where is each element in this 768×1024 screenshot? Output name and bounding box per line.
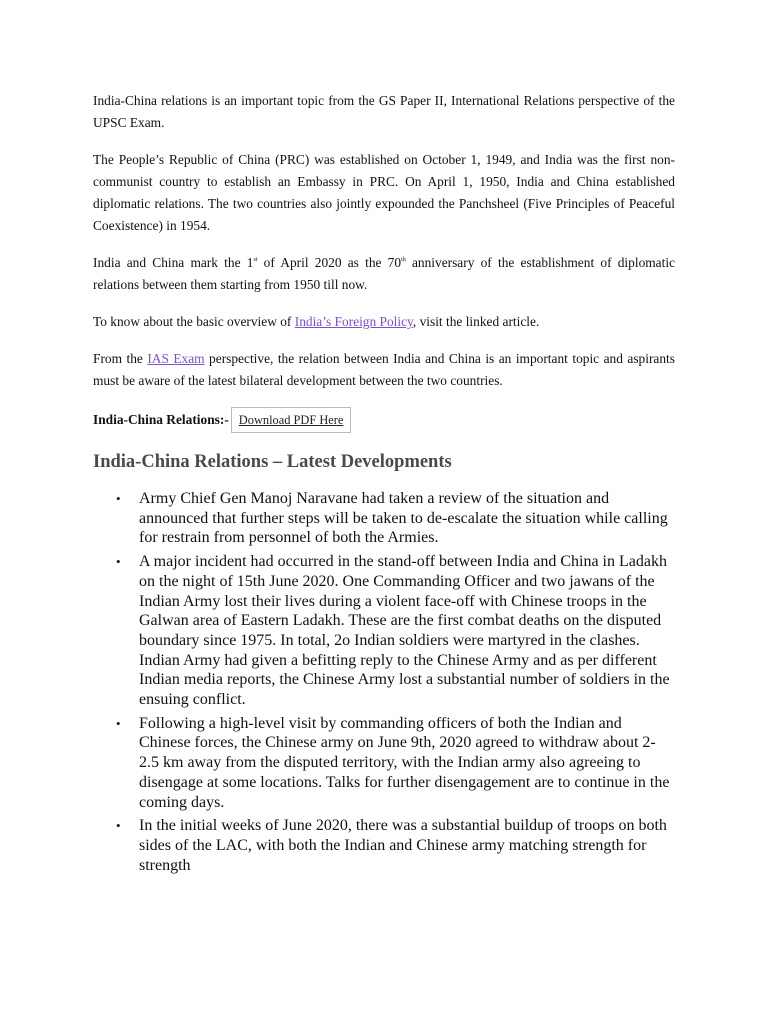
p3-text-middle: of April 2020 as the 70 bbox=[257, 255, 402, 270]
bullet-icon: • bbox=[116, 715, 121, 731]
section-heading: India-China Relations – Latest Developments bbox=[93, 452, 452, 472]
document-page bbox=[93, 90, 675, 879]
intro-paragraph-1: India-China relations is an important topic from the GS Paper II, International Relations perspective of the UPSC Exam. bbox=[93, 93, 675, 130]
p3-text-start: India and China mark the 1 bbox=[93, 255, 254, 270]
intro-paragraph-5 bbox=[93, 348, 675, 392]
list-item bbox=[93, 552, 675, 710]
bullet-icon: • bbox=[116, 554, 121, 570]
list-item bbox=[93, 816, 675, 875]
p4-text-end: , visit the linked article. bbox=[412, 314, 540, 329]
bullet-icon: • bbox=[116, 491, 121, 506]
list-item-text: In the initial weeks of June 2020, there was a substantial buildup of troops on both sides of the LAC, with both the Indian and Chinese army matching strength for strength bbox=[139, 817, 667, 874]
download-pdf-button[interactable]: Download PDF Here bbox=[231, 407, 352, 433]
list-item bbox=[93, 714, 675, 813]
list-item bbox=[93, 489, 675, 548]
list-item-text: A major incident had occurred in the stand-off between India and China in Ladakh on the night of 15th June 2020. One Commanding Officer and two jawans of the Indian Army lost their lives during a violent face-off with Chinese troops in the Galwan area of Eastern Ladakh. These are the first combat deaths on the disputed boundary since 1975. In total, 2o Indian soldiers were martyred in the clashes. Indian Army had given a befitting reply to the Chinese Army and as per different Indian media reports, the Chinese Army lost a substantial number of soldiers in the ensuing conflict. bbox=[139, 553, 670, 709]
p5-text-start: From the bbox=[93, 351, 148, 366]
p3-text-end: anniversary of the establishment of diplomatic relations between them starting from 1950 till now. bbox=[93, 255, 676, 292]
intro-paragraph-4 bbox=[93, 311, 675, 333]
p4-text-start: To know about the basic overview of bbox=[93, 314, 295, 329]
p3-superscript-th: th bbox=[401, 257, 406, 263]
pdf-label: India-China Relations:- bbox=[93, 412, 229, 427]
developments-list bbox=[93, 489, 675, 875]
intro-paragraph-3 bbox=[93, 252, 675, 296]
download-pdf-row bbox=[93, 407, 675, 433]
p3-superscript-st: st bbox=[253, 257, 258, 263]
list-item-text: Army Chief Gen Manoj Naravane had taken a review of the situation and announced that further steps will be taken to de-escalate the situation while calling for restrain from personnel of both the Armies. bbox=[139, 490, 668, 547]
list-item-text: Following a high-level visit by commanding officers of both the Indian and Chinese forces, the Chinese army on June 9th, 2020 agreed to withdraw about 2-2.5 km away from the disputed territory, with the Indian army also agreeing to disengage at some locations. Talks for further disengagement are to continue in the coming days. bbox=[139, 714, 670, 811]
foreign-policy-link[interactable]: India’s Foreign Policy bbox=[294, 314, 413, 329]
p5-text-end: perspective, the relation between India and China is an important topic and aspirants must be aware of the latest bilateral development between the two countries. bbox=[93, 351, 675, 388]
ias-exam-link[interactable]: IAS Exam bbox=[147, 351, 205, 366]
bullet-icon: • bbox=[116, 818, 121, 834]
intro-paragraph-2: The People’s Republic of China (PRC) was established on October 1, 1949, and India was the first non-communist country to establish an Embassy in PRC. On April 1, 1950, India and China established diplomatic relations. The two countries also jointly expounded the Panchsheel (Five Principles of Peaceful Coexistence) in 1954. bbox=[93, 152, 675, 233]
